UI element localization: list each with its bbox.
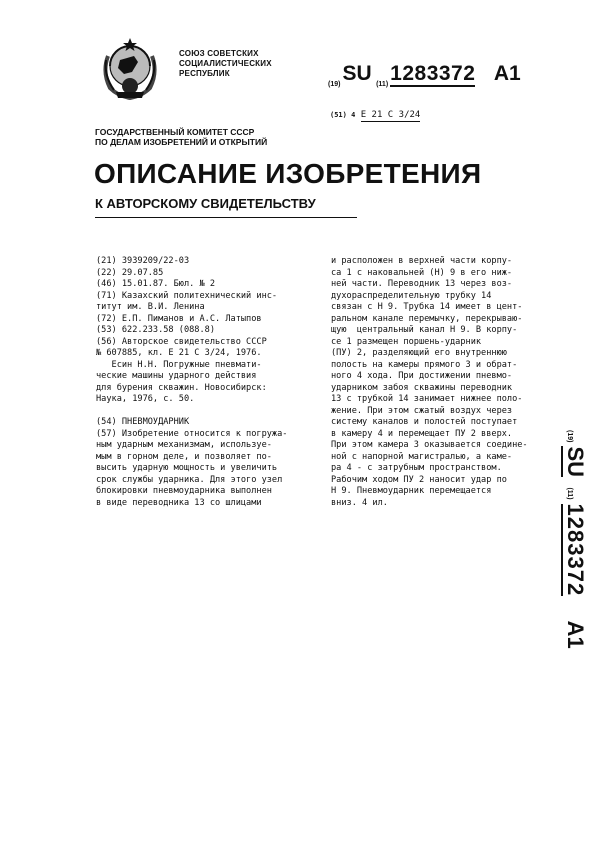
text-line: (57) Изобретение относится к погружа- bbox=[96, 428, 288, 439]
text-line: (46) 15.01.87. Бюл. № 2 bbox=[96, 279, 215, 289]
text-line: мым в горном деле, и позволяет по- bbox=[96, 451, 272, 462]
text-line: 13 с трубкой 14 занимает нижнее поло- bbox=[331, 394, 523, 404]
text-line: (ПУ) 2, разделяющий его внутреннюю bbox=[331, 348, 507, 358]
issuing-state-line: СОЦИАЛИСТИЧЕСКИХ bbox=[179, 59, 272, 68]
patent-identifier bbox=[328, 62, 568, 90]
vertical-patent-number: 1283372 bbox=[563, 503, 588, 597]
text-line: ральном канале перемычку, перекрываю- bbox=[331, 313, 523, 324]
number-tag: (11) bbox=[376, 81, 389, 88]
vertical-number-tag: (11) bbox=[566, 487, 573, 500]
classification bbox=[330, 110, 420, 120]
text-line: Н 9. Пневмоударник перемещается bbox=[331, 486, 492, 496]
issuing-state-line: РЕСПУБЛИК bbox=[179, 69, 230, 78]
text-line: в виде переводника 13 со шлицами bbox=[96, 497, 262, 508]
issuing-state bbox=[179, 49, 272, 79]
classification-tag: (51) 4 bbox=[330, 111, 356, 119]
text-line: ческие машины ударного действия bbox=[96, 371, 257, 381]
committee-name bbox=[95, 127, 267, 147]
text-line: высить ударную мощность и увеличить bbox=[96, 463, 278, 473]
title-rule bbox=[95, 217, 357, 218]
text-line: (72) Е.П. Пиманов и А.С. Латыпов bbox=[96, 313, 262, 324]
invention-name: (54) ПНЕВМОУДАРНИК bbox=[96, 417, 190, 427]
vertical-patent-identifier bbox=[558, 430, 588, 660]
text-line: (56) Авторское свидетельство СССР bbox=[96, 336, 267, 347]
document-subtitle: К АВТОРСКОМУ СВИДЕТЕЛЬСТВУ bbox=[95, 196, 316, 211]
text-line: Наука, 1976, с. 50. bbox=[96, 394, 195, 404]
text-line: се 1 размещен поршень-ударник bbox=[331, 336, 482, 347]
text-line: связан с Н 9. Трубка 14 имеет в цент- bbox=[331, 302, 523, 312]
text-line: Рабочим ходом ПУ 2 наносит удар по bbox=[331, 474, 507, 485]
text-line: систему каналов и полостей поступает bbox=[331, 417, 518, 427]
text-line: ного 4 хода. При достижении пневмо- bbox=[331, 371, 513, 381]
ussr-emblem-icon bbox=[98, 36, 162, 102]
abstract-column bbox=[331, 256, 551, 509]
text-line: (22) 29.07.85 bbox=[96, 267, 164, 278]
committee-line: ПО ДЕЛАМ ИЗОБРЕТЕНИЙ И ОТКРЫТИЙ bbox=[95, 137, 268, 147]
text-line bbox=[96, 406, 318, 418]
text-line: (53) 622.233.58 (088.8) bbox=[96, 325, 215, 335]
text-line: в камеру 4 и перемещает ПУ 2 вверх. bbox=[331, 428, 513, 439]
country-code: SU bbox=[342, 62, 372, 85]
text-line: и расположен в верхней части корпу- bbox=[331, 256, 513, 266]
text-line: Есин Н.Н. Погружные пневмати- bbox=[96, 359, 262, 370]
text-line: ной с напорной магистралью, а каме- bbox=[331, 451, 513, 462]
text-line: ударником забоя скважины переводник bbox=[331, 382, 513, 393]
country-code-tag: (19) bbox=[328, 81, 341, 88]
text-line: са 1 с наковальней (Н) 9 в его ниж- bbox=[331, 267, 513, 278]
text-line: ным ударным механизмам, используе- bbox=[96, 440, 272, 450]
text-line: ра 4 - с затрубным пространством. bbox=[331, 463, 502, 473]
issuing-state-line: СОЮЗ СОВЕТСКИХ bbox=[179, 49, 259, 58]
bibliographic-column bbox=[96, 256, 318, 509]
text-line: духораспределительную трубку 14 bbox=[331, 290, 492, 301]
text-line: титут им. В.И. Ленина bbox=[96, 302, 205, 312]
vertical-country-code: SU bbox=[563, 446, 588, 478]
document-title: ОПИСАНИЕ ИЗОБРЕТЕНИЯ bbox=[94, 158, 482, 189]
text-line: для бурения скважин. Новосибирск: bbox=[96, 382, 267, 393]
vertical-kind-code: A1 bbox=[563, 620, 588, 649]
text-line: полость на камеры прямого 3 и обрат- bbox=[331, 359, 518, 370]
text-line: (21) 3939209/22-03 bbox=[96, 256, 190, 266]
text-line: блокировки пневмоударника выполнен bbox=[96, 486, 272, 496]
kind-code: A1 bbox=[493, 62, 521, 85]
text-line: ней части. Переводник 13 через воз- bbox=[331, 279, 513, 289]
patent-number: 1283372 bbox=[390, 62, 476, 85]
text-line: (71) Казахский политехнический инс- bbox=[96, 290, 278, 301]
committee-line: ГОСУДАРСТВЕННЫЙ КОМИТЕТ СССР bbox=[95, 127, 255, 137]
text-line: При этом камера 3 оказывается соедине- bbox=[331, 440, 528, 450]
text-line: вниз. 4 ил. bbox=[331, 497, 388, 508]
text-line: срок службы ударника. Для этого узел bbox=[96, 474, 283, 485]
text-line: щую центральный канал Н 9. В корпу- bbox=[331, 325, 518, 335]
text-line: жение. При этом сжатый воздух через bbox=[331, 405, 513, 416]
classification-value: Е 21 С 3/24 bbox=[360, 110, 421, 120]
text-line: № 607885, кл. Е 21 С 3/24, 1976. bbox=[96, 348, 262, 358]
vertical-country-code-tag: (19) bbox=[566, 430, 573, 443]
